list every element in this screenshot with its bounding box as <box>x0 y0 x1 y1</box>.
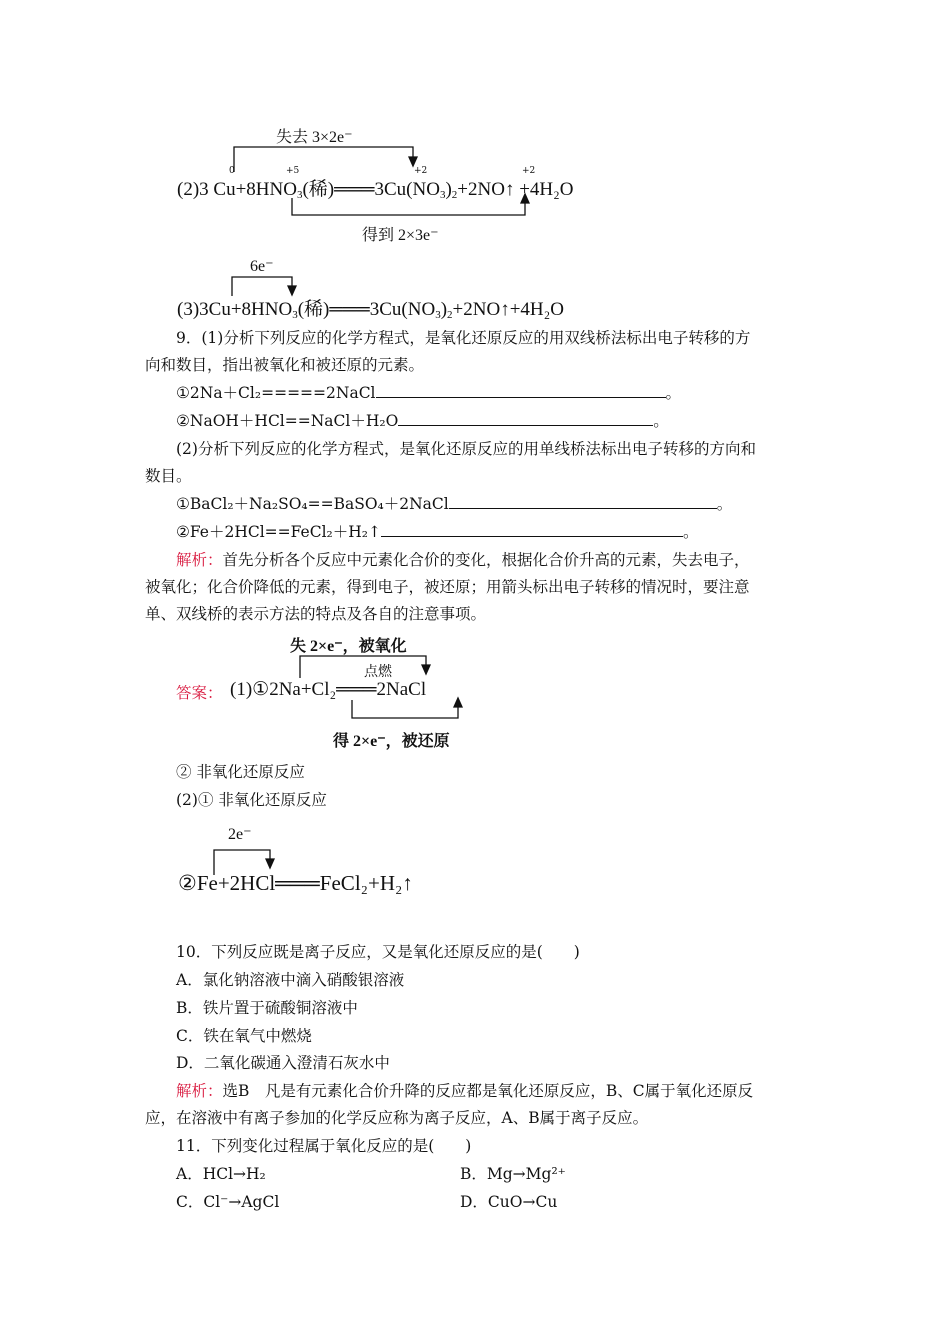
ans-gain-label: 得 2×e⁻，被还原 <box>333 733 450 750</box>
q9-line1: 9．(1)分析下列反应的化学方程式，是氧化还原反应的用双线桥法标出电子转移的方 <box>176 329 751 347</box>
q9-item2: ②NaOH＋HCl==NaCl＋H₂O 。 <box>176 412 669 430</box>
q9-item1: ①2Na＋Cl₂=====2NaCl 。 <box>176 384 682 402</box>
eq2-gain-label: 得到 2×3e⁻ <box>362 227 439 244</box>
q9-item3: ①BaCl₂＋Na₂SO₄==BaSO₄＋2NaCl 。 <box>176 495 733 513</box>
q10-analysis-1: 解析：选B 凡是有元素化合价升降的反应都是氧化还原反应，B、C属于氧化还原反 <box>176 1082 754 1100</box>
q10-option-c: C．铁在氧气中燃烧 <box>176 1027 312 1045</box>
ans-lose-label: 失 2×e⁻，被氧化 <box>290 638 407 655</box>
ox-state-n: +5 <box>286 166 300 176</box>
ox-state-cu2: +2 <box>414 166 428 176</box>
q10-stem: 10．下列反应既是离子反应，又是氧化还原反应的是( ) <box>176 943 580 961</box>
q9-part2-line1: (2)分析下列反应的化学方程式，是氧化还原反应的用单线桥法标出电子转移的方向和 <box>176 440 756 458</box>
ans-equation-1: (1)①2Na+Cl₂═══2NaCl <box>230 679 427 700</box>
q9-part2-line2: 数目。 <box>145 467 192 485</box>
q9-line2: 向和数目，指出被氧化和被还原的元素。 <box>145 356 425 374</box>
q9-analysis-2: 被氧化；化合价降低的元素，得到电子，被还原；用箭头标出电子转移的情况时，要注意 <box>145 578 750 596</box>
answer-label: 答案： <box>176 684 223 702</box>
ans-item-2: ② 非氧化还原反应 <box>176 763 305 781</box>
analysis-label: 解析： <box>176 551 223 569</box>
q11-option-b: B．Mg→Mg²⁺ <box>460 1165 566 1183</box>
q11-stem: 11．下列变化过程属于氧化反应的是( ) <box>176 1137 472 1155</box>
q10-option-a: A．氯化钠溶液中滴入硝酸银溶液 <box>176 971 405 989</box>
ans-item-3: (2)① 非氧化还原反应 <box>176 791 327 809</box>
ans-transfer-label: 2e⁻ <box>228 826 252 843</box>
q11-option-a: A．HCl→H₂ <box>176 1165 266 1183</box>
ans-equation-4: ②Fe+2HCl═══FeCl₂+H₂↑ <box>178 871 413 895</box>
q11-option-d: D．CuO→Cu <box>460 1193 558 1211</box>
equation-2: (2)3 $Cu+8HNO_3$(稀)$═══3Cu(NO_3)_2+2NO↑ +4H_2O$ <box>177 179 574 201</box>
q9-analysis-1: 解析：首先分析各个反应中元素化合价的变化，根据化合价升高的元素，失去电子， <box>176 551 750 569</box>
q9-analysis-3: 单、双线桥的表示方法的特点及各自的注意事项。 <box>145 605 487 623</box>
q10-option-b: B．铁片置于硫酸铜溶液中 <box>176 999 358 1017</box>
ox-state-cu: 0 <box>229 166 235 176</box>
q11-option-c: C．Cl⁻→AgCl <box>176 1193 280 1211</box>
equation-3: $(3)3Cu+8HNO_3$(稀)$═══3Cu(NO_3)_2+2NO↑+4H_2O$ <box>177 299 564 321</box>
ans-condition: 点燃 <box>364 664 392 680</box>
q10-analysis-2: 应，在溶液中有离子参加的化学反应称为离子反应，A、B属于离子反应。 <box>145 1109 649 1127</box>
eq3-transfer-label: 6e⁻ <box>250 258 274 275</box>
eq2-lose-label: 失去 3×2e⁻ <box>276 129 353 146</box>
q9-item4: ②Fe＋2HCl==FeCl₂＋H₂↑ 。 <box>176 523 699 541</box>
q10-option-d: D．二氧化碳通入澄清石灰水中 <box>176 1054 390 1072</box>
ox-state-no: +2 <box>522 166 536 176</box>
